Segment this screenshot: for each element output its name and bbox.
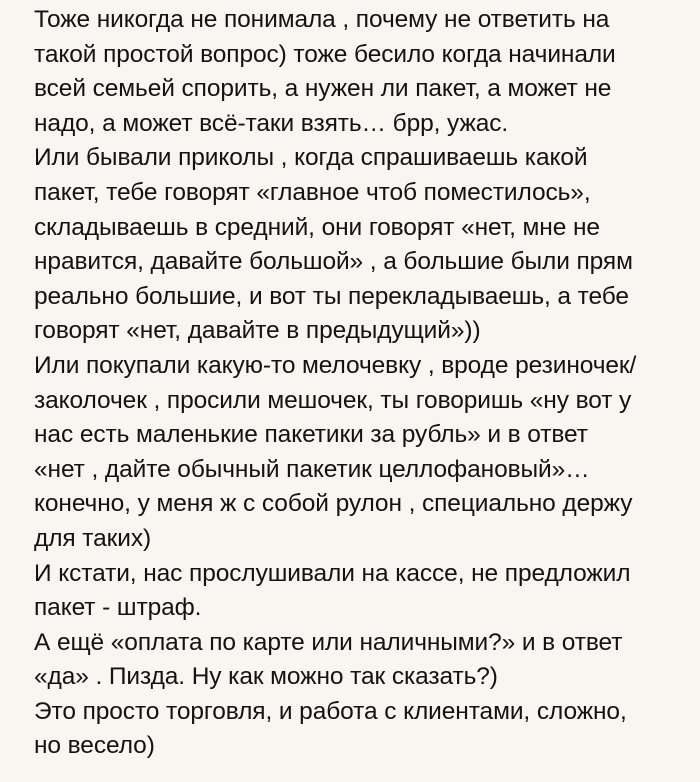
message-text [34,3,696,764]
message-line: «да» . Пизда. Ну как можно так сказать?) [34,663,498,691]
message-line: говорят «нет, давайте в предыдущий»)) [34,317,481,345]
message-line: Это просто торговля, и работа с клиентами, сложно, [34,697,627,725]
message-line: Тоже никогда не понимала , почему не ответить на [34,6,610,33]
message-line: для таких) [34,524,152,552]
message-line: Или бывали приколы , когда спрашиваешь какой [34,144,588,172]
message-line: всей семьей спорить, а нужен ли пакет, а может не [34,75,612,103]
message-line: Или покупали какую-то мелочевку , вроде резиночек/ [34,351,637,379]
message-line: складываешь в средний, они говорят «нет, мне не [34,213,600,241]
message-line: пакет - штраф. [34,594,202,622]
message-line: И кстати, нас прослушивали на кассе, не предложил [34,559,631,587]
message-line: заколочек , просили мешочек, ты говоришь «ну вот у [34,386,632,414]
message-line: конечно, у меня ж с собой рулон , специально держу [34,490,633,518]
message-line: пакет, тебе говорят «главное чтоб поместилось», [34,178,591,206]
message-line: нас есть маленькие пакетики за рубль» и в ответ [34,421,588,449]
message-line: А ещё «оплата по карте или наличными?» и в ответ [34,628,623,656]
message-line: нравится, давайте большой» , а большие были прям [34,248,633,276]
message-line: такой простой вопрос) тоже бесило когда начинали [34,40,616,68]
message-line: «нет , дайте обычный пакетик целлофановый»… [34,455,590,483]
message-line: реально большие, и вот ты перекладываешь, а тебе [34,282,629,310]
message-line: но весело) [34,732,155,760]
message-line: надо, а может всё-таки взять… брр, ужас. [34,109,509,137]
